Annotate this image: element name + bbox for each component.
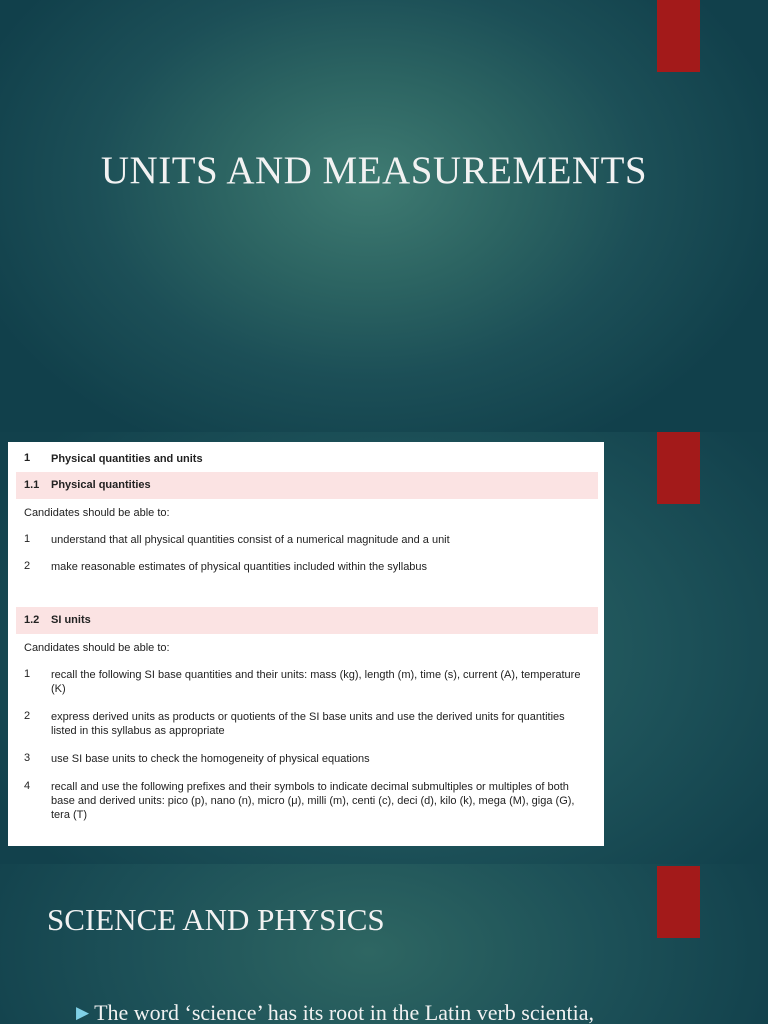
subsection-intro: Candidates should be able to: [24, 642, 170, 654]
subsection-intro: Candidates should be able to: [24, 507, 170, 519]
slide-section-title: SCIENCE AND PHYSICS [47, 902, 385, 937]
accent-tab [657, 0, 700, 72]
syllabus-image: 1 Physical quantities and units 1.1 Physical quantities Candidates should be able to: 1 understand that all physical quantities consist of a numerical magnitude and a unit 2 make reasonable estimates of physical quantities included within the syllabus 1.2 SI units Candidates should be able to: 1 recall the following SI base quantities and their units: mass (kg), length (m), time (s), current (A), temperature (K) 2 express derived units as products or quotients of the SI base units and use the derived units for quantities listed in this syllabus as appropriate 3 use SI base units to check the homogeneity of physical equations 4 recall and use the following prefixes and their symbols to indicate decimal submultiples or multiples of both base and derived units: pico (p), nano (n), micro (μ), milli (m), centi (c), deci (d), kilo (k), mega (M), giga (G), tera (T) [8, 442, 604, 846]
bullet-item [76, 1000, 594, 1024]
slide-title [0, 0, 768, 432]
slide-science [0, 864, 768, 1024]
bullet-text: The word ‘science’ has its root in the Latin verb scientia, [94, 1000, 594, 1024]
subsection-band: 1.1 Physical quantities [16, 472, 598, 499]
accent-tab [657, 432, 700, 504]
subsection-band: 1.2 SI units [16, 607, 598, 634]
triangle-bullet-icon: ▶ [76, 1003, 90, 1023]
slide-syllabus [0, 432, 768, 864]
slide-title-text: UNITS AND MEASUREMENTS [100, 149, 648, 192]
accent-tab [657, 866, 700, 938]
